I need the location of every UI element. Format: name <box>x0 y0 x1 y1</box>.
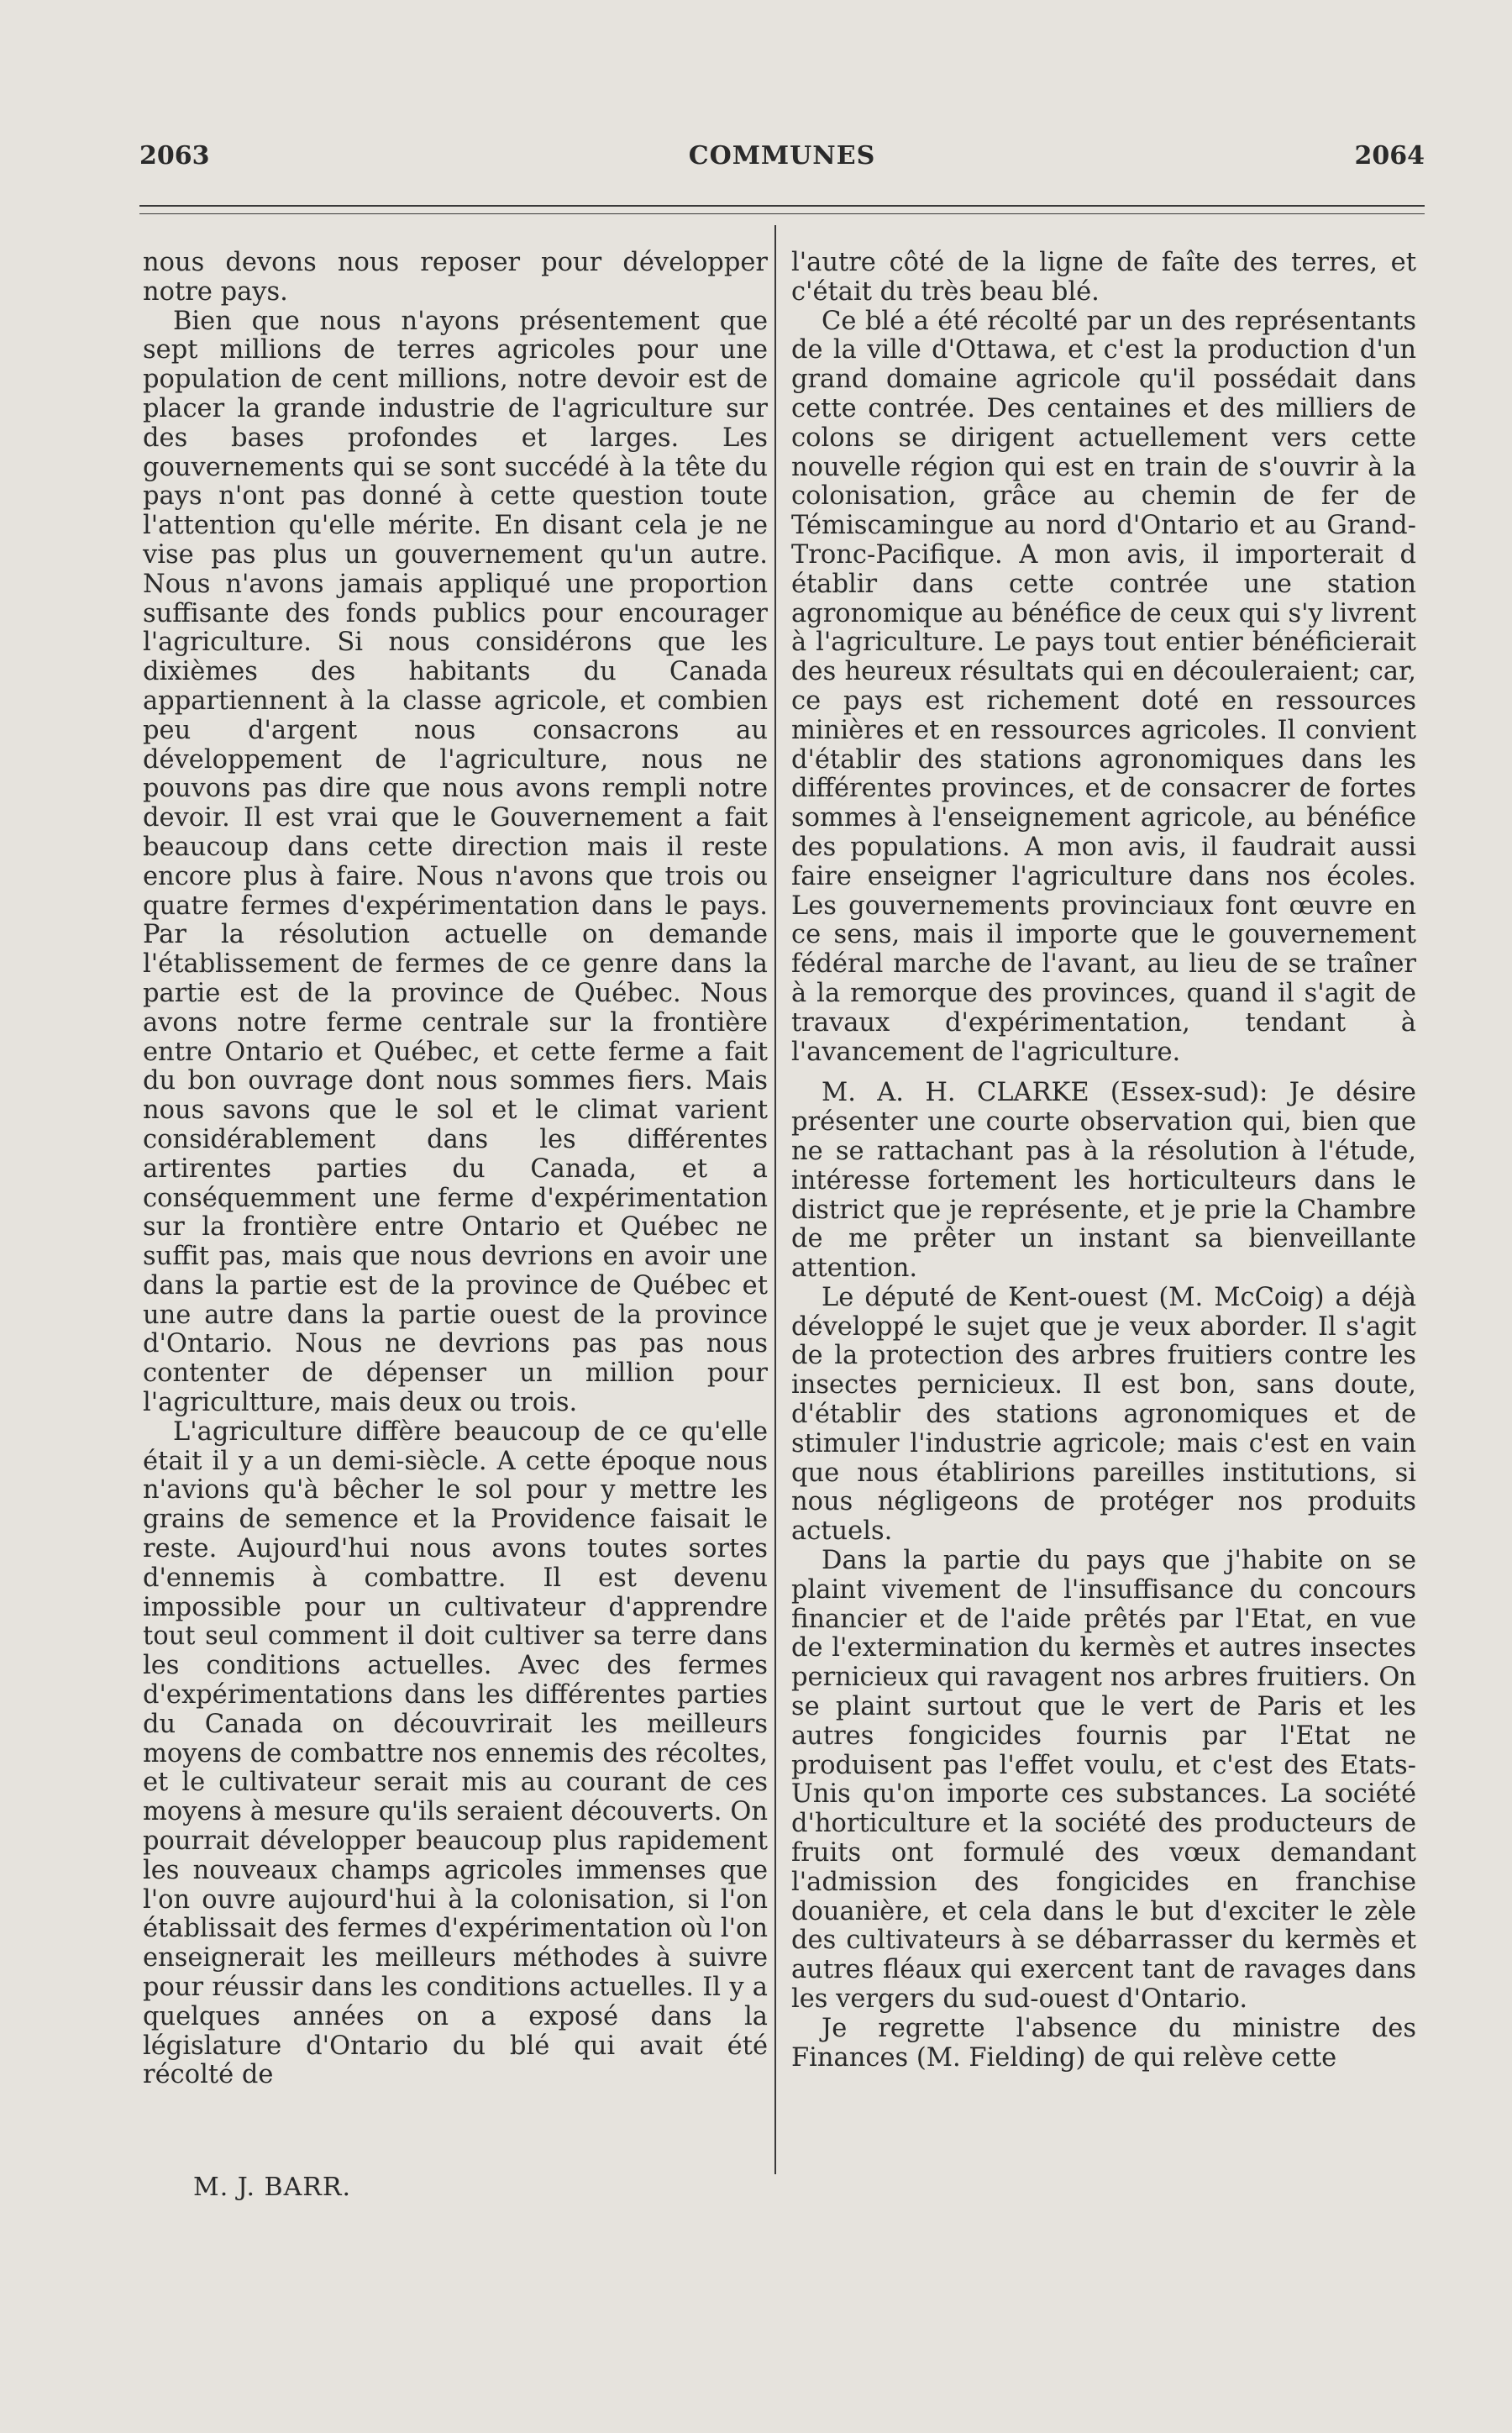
right-column <box>791 249 1416 2073</box>
right-paragraph-6: Je regrette l'absence du ministre des Finances (M. Fielding) de qui relève cette <box>791 2013 1416 2073</box>
column-divider <box>774 225 776 2174</box>
right-paragraph-1: l'autre côté de la ligne de faîte des terres, et c'était du très beau blé. <box>791 248 1416 307</box>
left-paragraph-1: nous devons nous reposer pour développer notre pays. <box>143 248 768 307</box>
header-rule-top <box>139 205 1425 207</box>
left-column <box>143 249 768 2090</box>
page-header <box>139 141 1425 178</box>
right-paragraph-2: Ce blé a été récolté par un des représentants de la ville d'Ottawa, et c'est la production d'un grand domaine agricole qu'il possédait dans cette contrée. Des centaines et des milliers de colons se dirigent actuellement vers cette nouvelle région qui est en train de s'ouvrir à la colonisation, grâce au chemin de fer de Témiscamingue au nord d'Ontario et au Grand-Tronc-Pacifique. A mon avis, il importerait d établir dans cette contrée une station agronomique au bénéfice de ceux qui s'y livrent à l'agriculture. Le pays tout entier bénéficierait des heureux résultats qui en découleraient; car, ce pays est richement doté en ressources minières et en ressources agricoles. Il convient d'établir des stations agronomiques dans les différentes provinces, et de consacrer de fortes sommes à l'enseignement agricole, au bénéfice des populations. A mon avis, il faudrait aussi faire enseigner l'agriculture dans nos écoles. Les gouvernements provinciaux font œuvre en ce sens, mais il importe que le gouvernement fédéral marche de l'avant, au lieu de se traîner à la remorque des provinces, quand il s'agit de travaux d'expérimentation, tendant à l'avancement de l'agriculture. <box>791 306 1416 1067</box>
left-paragraph-2: Bien que nous n'ayons présentement que sept millions de terres agricoles pour une population de cent millions, notre devoir est de placer la grande industrie de l'agriculture sur des bases profondes et larges. Les gouvernements qui se sont succédé à la tête du pays n'ont pas donné à cette question toute l'attention qu'elle mérite. En disant cela je ne vise pas plus un gouvernement qu'un autre. Nous n'avons jamais appliqué une proportion suffisante des fonds publics pour encourager l'agriculture. Si nous considérons que les dixièmes des habitants du Canada appartiennent à la classe agricole, et combien peu d'argent nous consacrons au développement de l'agriculture, nous ne pouvons pas dire que nous avons rempli notre devoir. Il est vrai que le Gouvernement a fait beaucoup dans cette direction mais il reste encore plus à faire. Nous n'avons que trois ou quatre fermes d'expérimentation dans le pays. Par la résolution actuelle on demande l'établissement de fermes de ce genre dans la partie est de la province de Québec. Nous avons notre ferme centrale sur la frontière entre Ontario et Québec, et cette ferme a fait du bon ouvrage dont nous sommes fiers. Mais nous savons que le sol et le climat varient considérablement dans les différentes artirentes parties du Canada, et a conséquemment une ferme d'expérimentation sur la frontière entre Ontario et Québec ne suffit pas, mais que nous devrions en avoir une dans la partie est de la province de Québec et une autre dans la partie ouest de la province d'Ontario. Nous ne devrions pas pas nous contenter de dépenser un million pour l'agricultture, mais deux ou trois. <box>143 306 768 1418</box>
page-number-right: 2064 <box>1354 141 1425 171</box>
right-paragraph-5: Dans la partie du pays que j'habite on se plaint vivement de l'insuffisance du concours financier et de l'aide prêtés par l'Etat, en vue de l'extermination du kermès et autres insectes pernicieux qui ravagent nos arbres fruitiers. On se plaint surtout que le vert de Paris et les autres fongicides fournis par l'Etat ne produisent pas l'effet voulu, et c'est des Etats-Unis qu'on importe ces substances. La société d'horticulture et la société des producteurs de fruits ont formulé des vœux demandant l'admission des fongicides en franchise douanière, et cela dans le but d'exciter le zèle des cultivateurs à se débarrasser du kermès et autres fléaux qui exercent tant de ravages dans les vergers du sud-ouest d'Ontario. <box>791 1546 1416 2015</box>
right-paragraph-3: M. A. H. CLARKE (Essex-sud): Je désire présenter une courte observation qui, bien que ne se rattachant pas à la résolution à l'étude, intéresse fortement les horticulteurs dans le district que je représente, et je prie la Chambre de me prêter un instant sa bienveillante attention. <box>791 1078 1416 1284</box>
page-number-left: 2063 <box>139 141 210 171</box>
left-paragraph-3: L'agriculture diffère beaucoup de ce qu'elle était il y a un demi-siècle. A cette époque nous n'avions qu'à bêcher le sol pour y mettre les grains de semence et la Providence faisait le reste. Aujourd'hui nous avons toutes sortes d'ennemis à combattre. Il est devenu impossible pour un cultivateur d'apprendre tout seul comment il doit cultiver sa terre dans les conditions actuelles. Avec des fermes d'expérimentations dans les différentes parties du Canada on découvrirait les meilleurs moyens de combattre nos ennemis des récoltes, et le cultivateur serait mis au courant de ces moyens à mesure qu'ils seraient découverts. On pourrait développer beaucoup plus rapidement les nouveaux champs agricoles immenses que l'on ouvre aujourd'hui à la colonisation, si l'on établissait des fermes d'expérimentation où l'on enseignerait les meilleurs méthodes à suivre pour réussir dans les conditions actuelles. Il y a quelques années on a exposé dans la législature d'Ontario du blé qui avait été récolté de <box>143 1416 768 2090</box>
right-paragraph-4: Le député de Kent-ouest (M. McCoig) a déjà développé le sujet que je veux aborder. Il s'agit de la protection des arbres fruitiers contre les insectes pernicieux. Il est bon, sans doute, d'établir des stations agronomiques et de stimuler l'industrie agricole; mais c'est en vain que nous établirions pareilles institutions, si nous négligeons de protéger nos produits actuels. <box>791 1282 1416 1547</box>
header-rule-bottom <box>139 213 1425 214</box>
footer-speaker-name: M. J. BARR. <box>193 2173 351 2202</box>
running-title: COMMUNES <box>688 141 876 171</box>
